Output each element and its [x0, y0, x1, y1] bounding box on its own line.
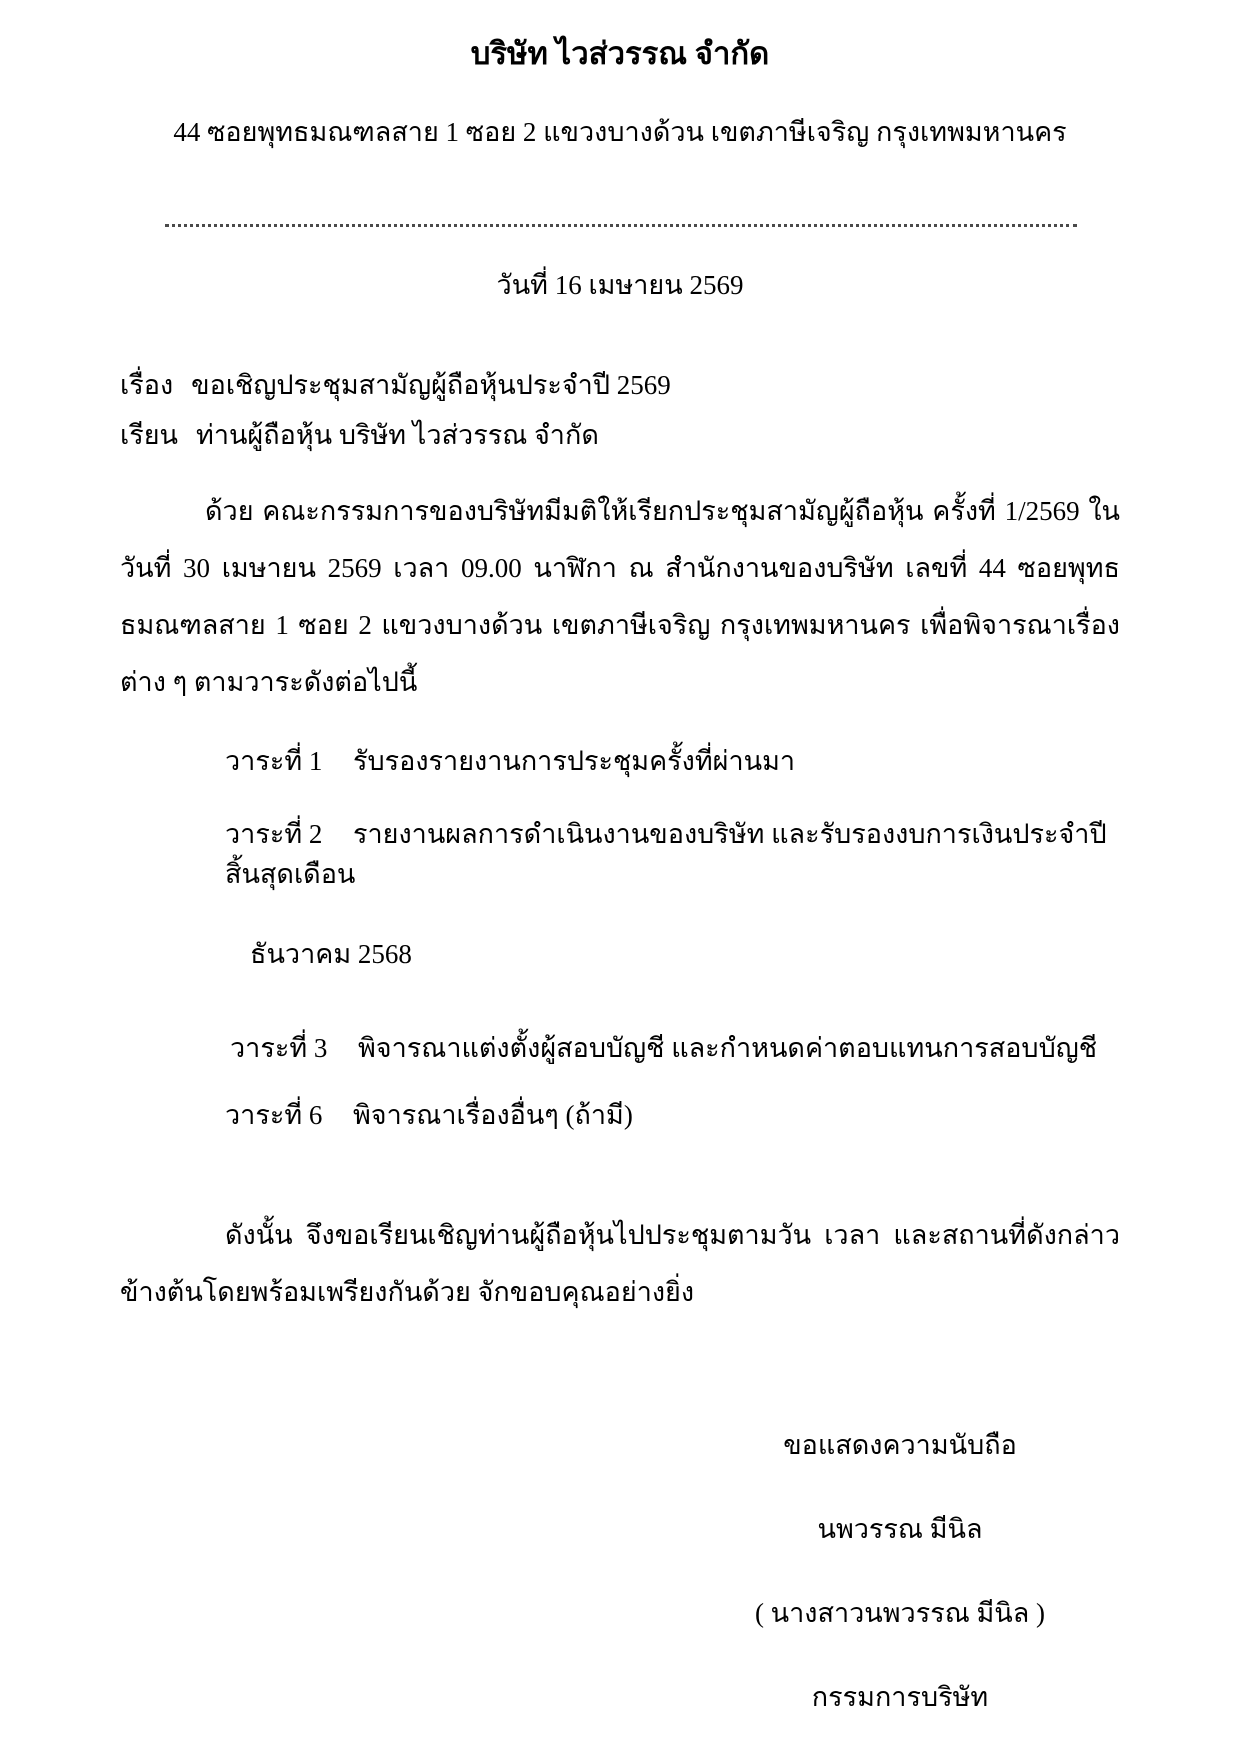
agenda-item-1-text: รับรองรายงานการประชุมครั้งที่ผ่านมา — [353, 746, 796, 776]
signature-name: นพวรรณ มีนิล — [817, 1514, 983, 1544]
agenda-item-6 — [120, 1095, 1120, 1135]
agenda-item-2-continuation-text: ธันวาคม 2568 — [250, 939, 412, 969]
agenda-list — [120, 741, 1120, 1135]
body-paragraph: ด้วย คณะกรรมการของบริษัทมีมติให้เรียกประชุมสามัญผู้ถือหุ้น ครั้งที่ 1/2569 ในวันที่ 30 เมษายน 2569 เวลา 09.00 นาฬิกา ณ สำนักงานของบริษัท เลขที่ 44 ซอยพุทธธมณฑลสาย 1 ซอย 2 แขวงบางด้วน เขตภาษีเจริญ กรุงเทพมหานคร เพื่อพิจารณาเรื่องต่าง ๆ ตามวาระดังต่อไปนี้ — [120, 496, 1120, 697]
subject-text: ขอเชิญประชุมสามัญผู้ถือหุ้นประจำปี 2569 — [191, 370, 671, 400]
agenda-item-6-label: วาระที่ 6 — [225, 1100, 323, 1130]
company-address: 44 ซอยพุทธมณฑลสาย 1 ซอย 2 แขวงบางด้วน เขตภาษีเจริญ กรุงเทพมหานคร — [173, 117, 1067, 147]
agenda-item-2-label: วาระที่ 2 — [225, 819, 323, 849]
agenda-item-6-text: พิจารณาเรื่องอื่นๆ (ถ้ามี) — [353, 1100, 633, 1130]
closing-paragraph: ดังนั้น จึงขอเรียนเชิญท่านผู้ถือหุ้นไปประชุมตามวัน เวลา และสถานที่ดังกล่าวข้างต้นโดยพร้อมเพรียงกันด้วย จักขอบคุณอย่างยิ่ง — [120, 1220, 1120, 1307]
subject-label: เรื่อง — [120, 370, 174, 400]
agenda-item-2-continuation — [120, 934, 1120, 974]
date-line: วันที่ 16 เมษายน 2569 — [496, 270, 744, 300]
signature-name-in-parens: ( นางสาวนพวรรณ มีนิล ) — [754, 1598, 1046, 1628]
signature-block — [540, 1425, 1241, 1717]
agenda-item-3-text: พิจารณาแต่งตั้งผู้สอบบัญชี และกำหนดค่าตอบแทนการสอบบัญชี — [358, 1033, 1098, 1063]
agenda-item-1 — [120, 741, 1120, 781]
salutation-text: ท่านผู้ถือหุ้น บริษัท ไวส่วรรณ จำกัด — [196, 420, 599, 450]
agenda-item-1-label: วาระที่ 1 — [225, 746, 323, 776]
salutation-line — [120, 415, 1120, 455]
agenda-item-3-label: วาระที่ 3 — [230, 1033, 328, 1063]
agenda-item-3 — [120, 1028, 1120, 1068]
signature-position: กรรมการบริษัท — [811, 1682, 989, 1712]
agenda-item-2 — [120, 814, 1120, 894]
salutation-label: เรียน — [120, 420, 179, 450]
dotted-separator — [165, 224, 1077, 227]
agenda-item-2-text: รายงานผลการดำเนินงานของบริษัท และรับรองงบการเงินประจำปีสิ้นสุดเดือน — [225, 819, 1107, 889]
subject-line — [120, 365, 1120, 405]
signature-closing: ขอแสดงความนับถือ — [783, 1430, 1017, 1460]
company-name-title: บริษัท ไวส่วรรณ จำกัด — [470, 36, 770, 71]
